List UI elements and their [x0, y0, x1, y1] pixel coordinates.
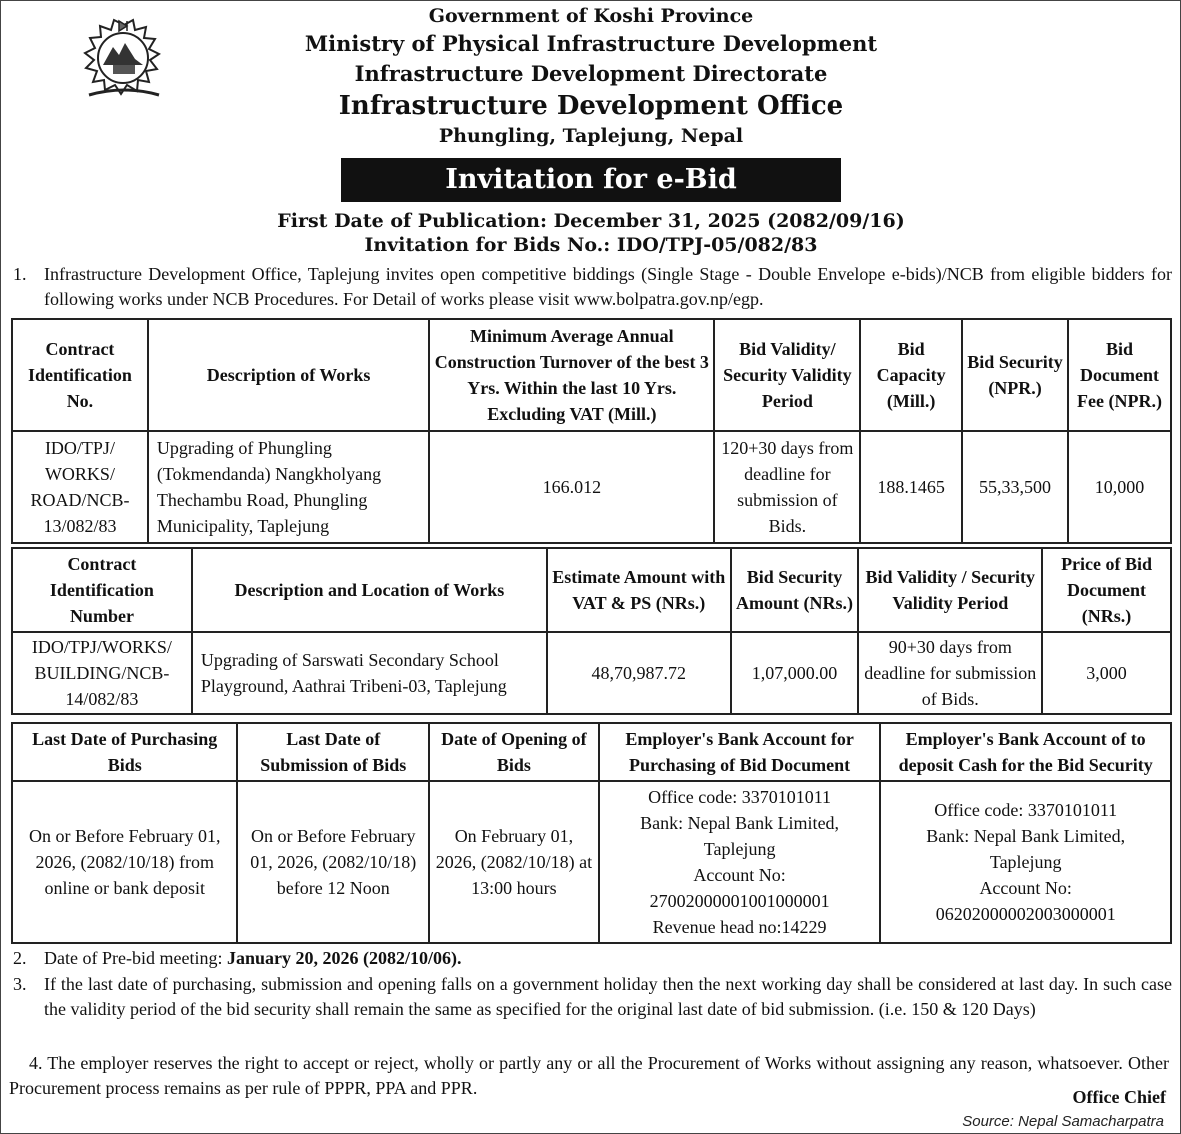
table-cell [880, 781, 1171, 943]
bank-line: 27002000001001000001 [649, 891, 830, 911]
bid-number: Invitation for Bids No.: IDO/TPJ-05/082/83 [364, 234, 818, 256]
table-cell: 120+30 days from deadline for submission of Bids. [714, 431, 860, 543]
column-header: Last Date of Submission of Bids [237, 723, 429, 781]
header-location: Phungling, Taplejung, Nepal [438, 125, 744, 147]
bank-line: 06202000002003000001 [935, 904, 1116, 924]
column-header: Estimate Amount with VAT & PS (NRs.) [547, 548, 731, 632]
bank-line: Taplejung [989, 852, 1062, 872]
table-cell: IDO/TPJ/ WORKS/ ROAD/NCB-13/082/83 [12, 431, 148, 543]
bank-line: Office code: 3370101011 [648, 787, 832, 807]
table-cell: 188.1465 [860, 431, 962, 543]
pre-bid-date: January 20, 2026 (2082/10/06). [226, 948, 462, 968]
signatory: Office Chief [1072, 1087, 1166, 1107]
header-government: Government of Koshi Province [428, 5, 754, 27]
column-header: Bid Validity / Security Validity Period [858, 548, 1042, 632]
table-cell: Upgrading of Sarswati Secondary School Playground, Aathrai Tribeni-03, Taplejung [192, 632, 547, 714]
column-header: Description of Works [148, 319, 429, 431]
bank-line: Office code: 3370101011 [934, 800, 1118, 820]
bank-line: Bank: Nepal Bank Limited, [640, 813, 840, 833]
paragraph-text: If the last date of purchasing, submission and opening falls on a government holiday then the next working day shall be considered at last day. In such case the validity period of the bid security shall remain the same as specified for the original last date of bid submission. (i.e. 150 & 120 Days) [44, 974, 1172, 1019]
column-header: Bid Capacity (Mill.) [860, 319, 962, 431]
column-header: Last Date of Purchasing Bids [12, 723, 237, 781]
table-cell: 48,70,987.72 [547, 632, 731, 714]
paragraph-text: Infrastructure Development Office, Taplejung invites open competitive biddings (Single Stage - Double Envelope e-bids)/NCB from eligible bidders for following works under NCB Procedures. For Detail of works please visit www.bolpatra.gov.np/egp. [44, 264, 1172, 309]
column-header: Contract Identification Number [12, 548, 192, 632]
paragraph-text: Date of Pre-bid meeting: [44, 948, 227, 968]
table-cell: Upgrading of Phungling (Tokmendanda) Nangkholyang Thechambu Road, Phungling Municipality, Taplejung [148, 431, 429, 543]
header-directorate: Infrastructure Development Directorate [354, 61, 828, 86]
bank-line: Account No: [693, 865, 786, 885]
table-cell: 55,33,500 [962, 431, 1068, 543]
table-cell: On or Before February 01, 2026, (2082/10/18) before 12 Noon [237, 781, 429, 943]
bank-line: Account No: [979, 878, 1072, 898]
table-row [12, 781, 1171, 943]
table-cell: 166.012 [429, 431, 714, 543]
works-table-1 [11, 318, 1172, 544]
paragraph-number: 3. [13, 974, 27, 994]
column-header: Employer's Bank Account for Purchasing of Bid Document [599, 723, 881, 781]
paragraph-text: 4. The employer reserves the right to accept or reject, wholly or partly any or all the Procurement of Works without assigning any reason, whatsoever. Other Procurement process remains as per rule of PPPR, PPA and PPR. [9, 1053, 1169, 1098]
header-ministry: Ministry of Physical Infrastructure Development [304, 31, 878, 56]
table-cell: 1,07,000.00 [731, 632, 859, 714]
column-header: Date of Opening of Bids [429, 723, 599, 781]
table-cell [599, 781, 881, 943]
table-cell: 3,000 [1042, 632, 1171, 714]
dates-bank-table [11, 722, 1172, 944]
table-cell: IDO/TPJ/WORKS/ BUILDING/NCB-14/082/83 [12, 632, 192, 714]
column-header: Bid Security (NPR.) [962, 319, 1068, 431]
column-header: Bid Document Fee (NPR.) [1068, 319, 1171, 431]
table-cell: On or Before February 01, 2026, (2082/10/18) from online or bank deposit [12, 781, 237, 943]
government-emblem-icon [79, 17, 169, 99]
table-cell: On February 01, 2026, (2082/10/18) at 13:00 hours [429, 781, 599, 943]
column-header: Minimum Average Annual Construction Turnover of the best 3 Yrs. Within the last 10 Yrs. Excluding VAT (Mill.) [429, 319, 714, 431]
bank-line: Revenue head no:14229 [652, 917, 827, 937]
bank-line: Taplejung [703, 839, 776, 859]
table-cell: 90+30 days from deadline for submission of Bids. [858, 632, 1042, 714]
publication-date: First Date of Publication: December 31, 2025 (2082/09/16) [277, 210, 905, 232]
column-header: Employer's Bank Account of to deposit Cash for the Bid Security [880, 723, 1171, 781]
paragraph-number: 1. [13, 264, 27, 284]
column-header: Description and Location of Works [192, 548, 547, 632]
column-header: Bid Security Amount (NRs.) [731, 548, 859, 632]
column-header: Contract Identification No. [12, 319, 148, 431]
table-row [12, 632, 1171, 714]
notice-title-banner: Invitation for e-Bid [341, 158, 841, 202]
column-header: Price of Bid Document (NRs.) [1042, 548, 1171, 632]
column-header: Bid Validity/ Security Validity Period [714, 319, 860, 431]
header-office: Infrastructure Development Office [338, 91, 844, 121]
works-table-2 [11, 547, 1172, 715]
table-row [12, 431, 1171, 543]
paragraph-number: 2. [13, 948, 27, 968]
bank-line: Bank: Nepal Bank Limited, [926, 826, 1126, 846]
table-cell: 10,000 [1068, 431, 1171, 543]
source-credit: Source: Nepal Samacharpatra [962, 1113, 1164, 1130]
